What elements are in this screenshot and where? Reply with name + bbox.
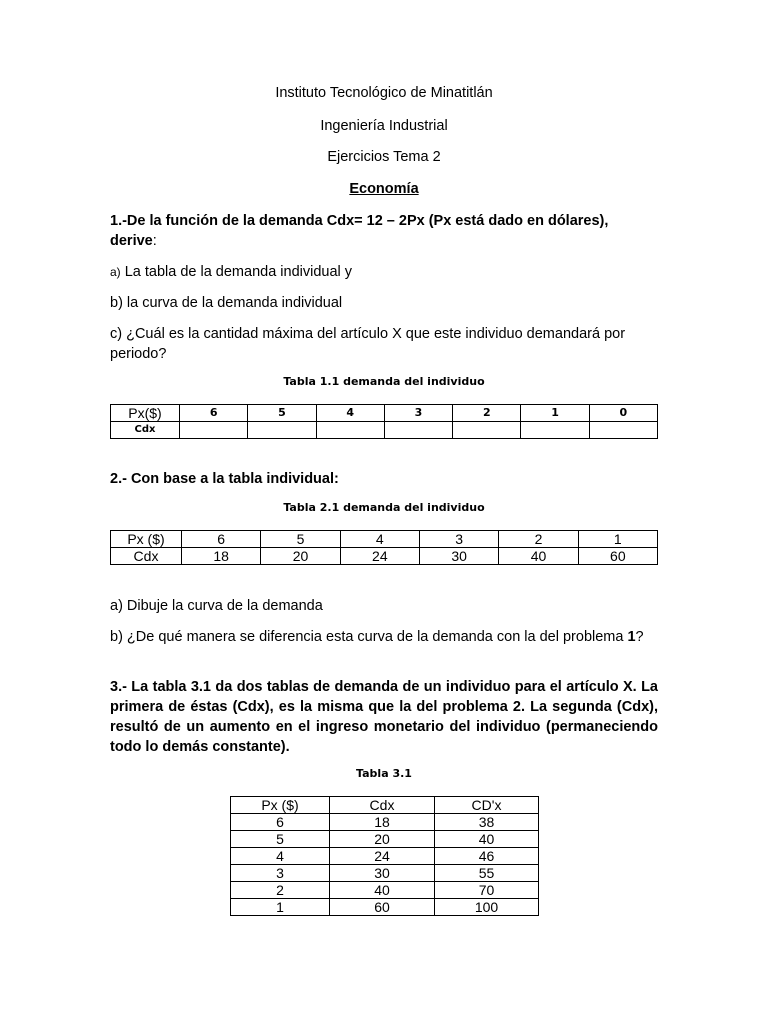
table1-cell: 0	[589, 405, 657, 422]
table2-row-quantities	[111, 548, 658, 565]
table3-cell: 20	[330, 831, 435, 848]
table2-cell: 60	[578, 548, 657, 565]
table3-cell: 18	[330, 814, 435, 831]
table3-cell: 40	[330, 882, 435, 899]
table2-cell: 5	[261, 531, 340, 548]
table3-cell: 38	[435, 814, 539, 831]
table3-header: Cdx	[330, 797, 435, 814]
table2-row-prices	[111, 531, 658, 548]
table3-row	[231, 814, 539, 831]
table3-row	[231, 865, 539, 882]
table2-row-label: Cdx	[111, 548, 182, 565]
institute-name: Instituto Tecnológico de Minatitlán	[275, 85, 493, 101]
table3-cell: 5	[231, 831, 330, 848]
problem1-item-b: b) la curva de la demanda individual	[110, 295, 343, 311]
table3-row	[231, 899, 539, 916]
table3-cell: 1	[231, 899, 330, 916]
table2-cell: 18	[182, 548, 261, 565]
problem1-statement: 1.-De la función de la demanda Cdx= 12 – 2Px (Px está dado en dólares), derive:	[110, 213, 609, 249]
table2-row-label: Px ($)	[111, 531, 182, 548]
table1-row-label: Px($)	[111, 405, 180, 422]
table1-empty-cell	[453, 422, 521, 439]
table1-empty-cell	[316, 422, 384, 439]
table3-cell: 30	[330, 865, 435, 882]
table2	[110, 530, 658, 565]
table1-cell: 6	[180, 405, 248, 422]
table1-cell: 5	[248, 405, 316, 422]
table1	[110, 404, 658, 439]
table3-row	[231, 831, 539, 848]
table2-cell: 20	[261, 548, 340, 565]
problem3-statement: 3.- La tabla 3.1 da dos tablas de demanda de un individuo para el artículo X. La primera de éstas (Cdx), es la misma que la del problema 2. La segunda (Cdx), resultó de un aumento en el ingreso monetario del individuo (permaneciendo todo lo demás constante).	[110, 679, 658, 755]
table3-header-row	[231, 797, 539, 814]
table3-caption: Tabla 3.1	[356, 767, 412, 780]
table3-row	[231, 848, 539, 865]
program-name: Ingeniería Industrial	[320, 118, 448, 134]
table1-empty-cell	[521, 422, 589, 439]
table2-cell: 4	[340, 531, 419, 548]
table1-cell: 2	[453, 405, 521, 422]
table2-cell: 1	[578, 531, 657, 548]
table2-cell: 40	[499, 548, 578, 565]
table1-empty-cell	[384, 422, 452, 439]
table1-cell: 1	[521, 405, 589, 422]
problem2-item-b: b) ¿De qué manera se diferencia esta curva de la demanda con la del problema 1?	[110, 629, 644, 645]
table2-cell: 24	[340, 548, 419, 565]
table2-cell: 3	[419, 531, 498, 548]
table3-cell: 24	[330, 848, 435, 865]
table2-cell: 2	[499, 531, 578, 548]
table3-header: Px ($)	[231, 797, 330, 814]
table2-caption: Tabla 2.1 demanda del individuo	[283, 501, 485, 514]
table1-row-quantities	[111, 422, 658, 439]
table3-cell: 100	[435, 899, 539, 916]
subject-heading: Economía	[349, 181, 419, 197]
table3-cell: 6	[231, 814, 330, 831]
table3	[230, 796, 539, 916]
table1-empty-cell	[589, 422, 657, 439]
table1-empty-cell	[180, 422, 248, 439]
table1-caption: Tabla 1.1 demanda del individuo	[283, 375, 485, 388]
problem2-item-a: a) Dibuje la curva de la demanda	[110, 598, 323, 614]
table3-cell: 46	[435, 848, 539, 865]
table2-cell: 6	[182, 531, 261, 548]
table2-cell: 30	[419, 548, 498, 565]
table1-cell: 3	[384, 405, 452, 422]
problem1-item-c: c) ¿Cuál es la cantidad máxima del artículo X que este individuo demandará por periodo?	[110, 326, 626, 362]
table3-cell: 55	[435, 865, 539, 882]
table3-cell: 60	[330, 899, 435, 916]
problem2-statement: 2.- Con base a la tabla individual:	[110, 471, 339, 487]
problem1-item-a: a) La tabla de la demanda individual y	[110, 264, 353, 280]
table3-cell: 4	[231, 848, 330, 865]
table1-row-prices	[111, 405, 658, 422]
table1-empty-cell	[248, 422, 316, 439]
table3-cell: 2	[231, 882, 330, 899]
table3-header: CD'x	[435, 797, 539, 814]
exercises-title: Ejercicios Tema 2	[327, 149, 441, 165]
table1-cell: 4	[316, 405, 384, 422]
table3-cell: 70	[435, 882, 539, 899]
table1-row-label: Cdx	[111, 422, 180, 439]
table3-cell: 40	[435, 831, 539, 848]
table3-row	[231, 882, 539, 899]
table3-cell: 3	[231, 865, 330, 882]
